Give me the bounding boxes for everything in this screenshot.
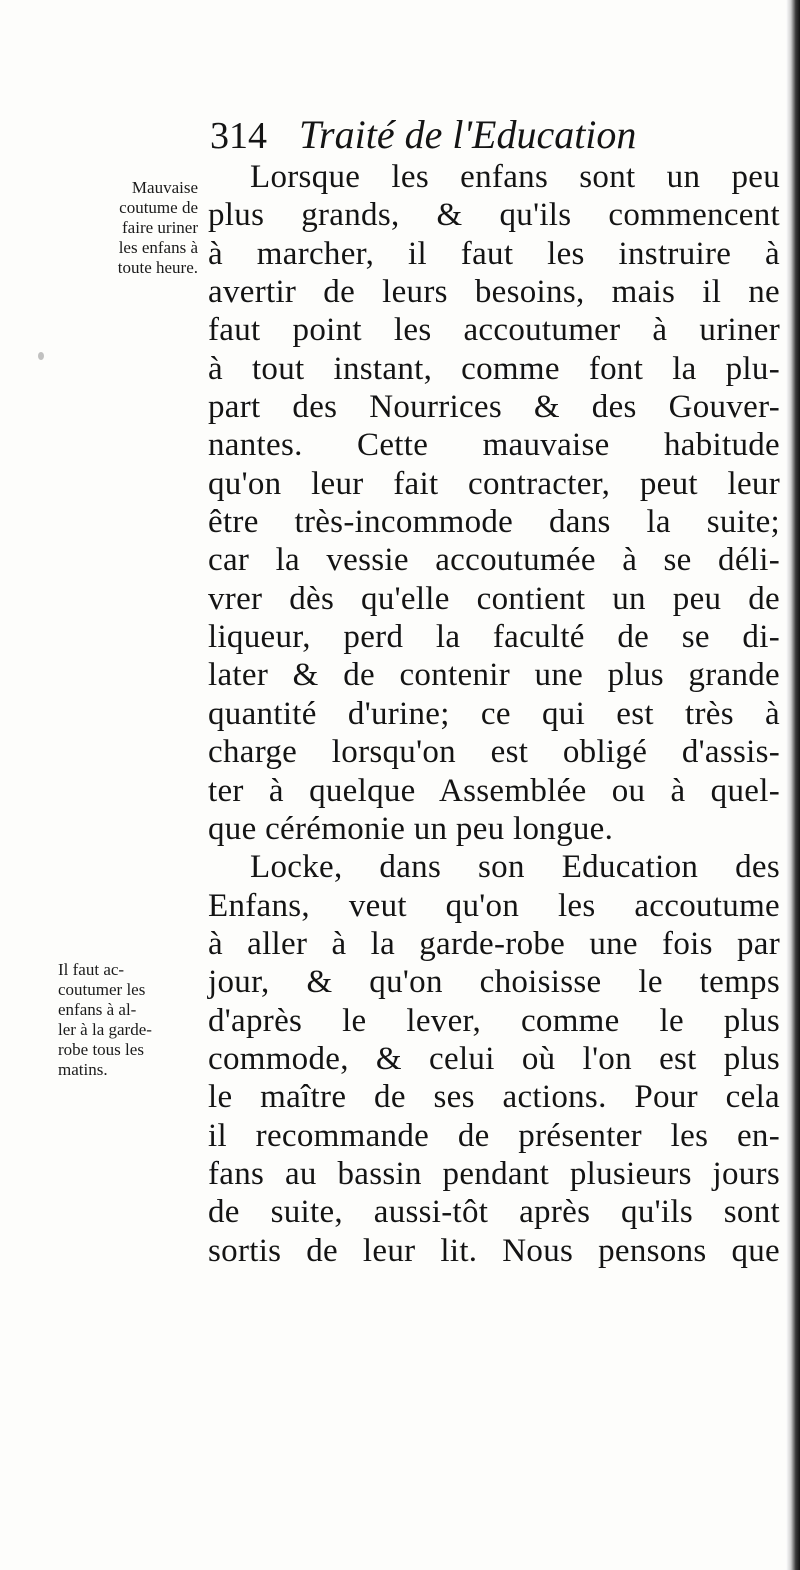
text-line: commode, & celui où l'on est plus [208, 1040, 780, 1077]
text-line: à tout instant, comme font la plu- [208, 350, 780, 387]
text-line: que cérémonie un peu longue. [208, 810, 614, 847]
text-line: le maître de ses actions. Pour cela [208, 1079, 780, 1116]
margin-note-line: faire uriner [122, 218, 198, 237]
text-line: ter à quelque Assemblée ou à quel- [208, 772, 780, 809]
page-binding-edge [786, 0, 800, 1570]
margin-note-1 [62, 178, 198, 278]
margin-note-line: toute heure. [117, 258, 198, 277]
text-line: charge lorsqu'on est obligé d'assis- [208, 734, 780, 771]
margin-note-line: matins. [58, 1060, 108, 1079]
text-line: nantes. Cette mauvaise habitude [208, 427, 780, 464]
text-line: liqueur, perd la faculté de se di- [208, 619, 780, 656]
text-line: à aller à la garde-robe une fois par [208, 925, 780, 962]
running-title: Traité de l'Education [299, 112, 637, 157]
text-line: vrer dès qu'elle contient un peu de [208, 580, 780, 617]
margin-note-line: Mauvaise [131, 178, 198, 197]
margin-note-line: enfans à al- [58, 1000, 137, 1019]
margin-note-line: les enfans à [118, 238, 198, 257]
running-header [210, 112, 636, 159]
margin-note-2 [58, 960, 200, 1080]
text-line: être très-incommode dans la suite; [208, 504, 780, 541]
text-line: Lorsque les enfans sont un peu [250, 159, 780, 195]
text-line: sortis de leur lit. Nous pensons que [208, 1232, 780, 1269]
margin-note-line: Il faut ac- [58, 960, 125, 979]
text-line: part des Nourrices & des Gouver- [208, 389, 780, 426]
text-line: jour, & qu'on choisisse le temps [208, 964, 780, 1001]
text-line: fans au bassin pendant plusieurs jours [208, 1155, 780, 1192]
margin-note-line: coutume de [119, 198, 198, 217]
text-line: car la vessie accoutumée à se déli- [208, 542, 780, 579]
margin-note-line: robe tous les [58, 1040, 144, 1059]
text-line: avertir de leurs besoins, mais il ne [208, 274, 780, 311]
text-line: à marcher, il faut les instruire à [208, 235, 780, 272]
text-line: quantité d'urine; ce qui est très à [208, 695, 780, 732]
text-line: Locke, dans son Education des [250, 849, 780, 886]
text-line: later & de contenir une plus grande [208, 657, 780, 694]
text-line: de suite, aussi-tôt après qu'ils sont [208, 1194, 780, 1231]
page-number: 314 [210, 115, 267, 157]
text-line: qu'on leur fait contracter, peut leur [208, 465, 780, 502]
text-line: il recommande de présenter les en- [208, 1117, 780, 1154]
text-line: d'après le lever, comme le plus [208, 1002, 780, 1039]
text-line: plus grands, & qu'ils commencent [208, 197, 780, 234]
margin-note-line: coutumer les [58, 980, 146, 999]
margin-note-line: ler à la garde- [58, 1020, 152, 1039]
body-text [208, 158, 780, 1270]
paper-speck [38, 352, 44, 360]
text-line: faut point les accoutumer à uriner [208, 312, 780, 349]
text-line: Enfans, veut qu'on les accoutume [208, 887, 780, 924]
